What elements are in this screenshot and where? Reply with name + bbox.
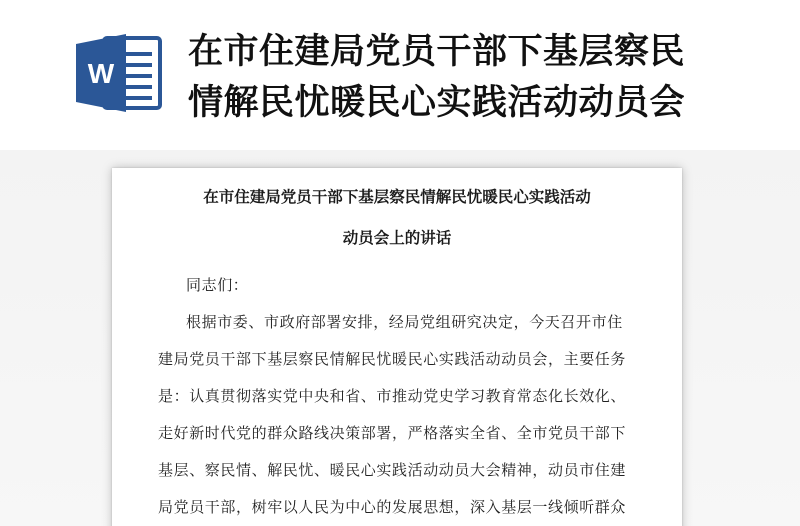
header-banner (0, 0, 800, 150)
paragraph-line: 基层、察民情、解民忧、暖民心实践活动动员大会精神，动员市住建 (158, 461, 627, 479)
paragraph-line: 局党员干部，树牢以人民为中心的发展思想，深入基层一线倾听群众 (158, 498, 627, 516)
paragraph-line: 是：认真贯彻落实党中央和省、市推动党史学习教育常态化长效化、 (158, 387, 627, 405)
banner-title-line-2: 情解民忧暖民心实践活动动员会 (188, 83, 686, 123)
salutation: 同志们： (186, 276, 249, 294)
banner-title-line-1: 在市住建局党员干部下基层察民 (188, 32, 686, 72)
paragraph-line: 建局党员干部下基层察民情解民忧暖民心实践活动动员会，主要任务 (158, 350, 627, 368)
paragraph-line: 走好新时代党的群众路线决策部署，严格落实全省、全市党员干部下 (158, 424, 627, 442)
document-title-line-1: 在市住建局党员干部下基层察民情解民忧暖民心实践活动 (203, 188, 591, 206)
document-title-line-2: 动员会上的讲话 (342, 229, 452, 247)
word-document-icon (76, 32, 166, 114)
document-page (112, 168, 682, 526)
paragraph-line: 根据市委、市政府部署安排，经局党组研究决定，今天召开市住 (186, 313, 623, 331)
word-icon-letter: W (87, 58, 115, 89)
